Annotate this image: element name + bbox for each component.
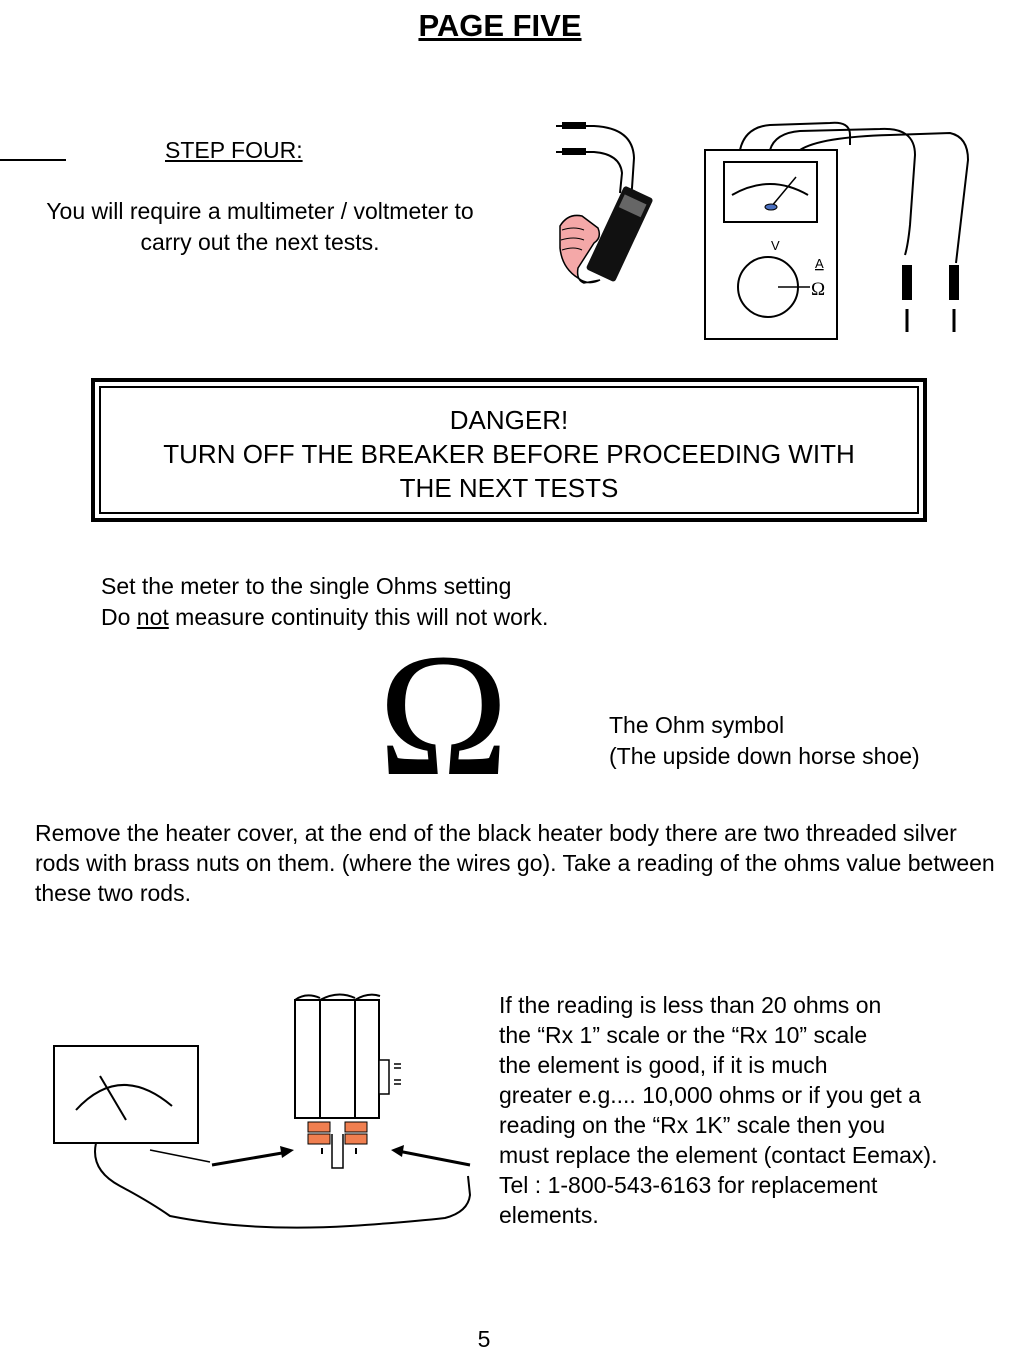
reading-line: the “Rx 1” scale or the “Rx 10” scale	[499, 1022, 868, 1048]
meter-label-a: A	[815, 256, 824, 271]
reading-line: If the reading is less than 20 ohms on	[499, 992, 882, 1018]
step-title: STEP FOUR:	[165, 137, 303, 163]
intro-line-2: carry out the next tests.	[140, 229, 380, 255]
reading-line: must replace the element (contact Eemax).	[499, 1142, 938, 1168]
danger-line-3: THE NEXT TESTS	[399, 473, 619, 503]
danger-warning-box	[91, 378, 927, 522]
reading-instructions	[499, 990, 999, 1230]
analog-multimeter-illustration	[700, 115, 1000, 345]
reading-line: Tel : 1-800-543-6163 for replacement	[499, 1172, 878, 1198]
step-intro	[0, 196, 520, 258]
meter-setting-line-1: Set the meter to the single Ohms setting	[101, 573, 512, 599]
danger-warning-inner	[99, 386, 919, 514]
meter-setting-prefix: Do	[101, 604, 137, 630]
reading-line: elements.	[499, 1202, 599, 1228]
danger-heading: DANGER!	[449, 405, 569, 435]
handheld-meter-illustration	[548, 118, 658, 288]
step-divider	[0, 159, 66, 161]
reading-line: greater e.g.... 10,000 ohms or if you get a	[499, 1082, 921, 1108]
heater-test-illustration	[50, 990, 500, 1240]
remove-cover-instructions: Remove the heater cover, at the end of the black heater body there are two threaded silver rods with brass nuts on them. (where the wires go). Take a reading of the ohms value between these two rods.	[35, 820, 995, 906]
meter-label-ohm: Ω	[811, 279, 826, 300]
ohm-caption-line-2: (The upside down horse shoe)	[609, 743, 920, 769]
meter-setting-suffix: measure continuity this will not work.	[168, 604, 549, 630]
reading-line: reading on the “Rx 1K” scale then you	[499, 1112, 886, 1138]
ohm-symbol-caption	[609, 710, 920, 772]
ohm-caption-line-1: The Ohm symbol	[609, 712, 785, 738]
reading-line: the element is good, if it is much	[499, 1052, 828, 1078]
ohm-symbol-large: Ω	[378, 618, 509, 813]
meter-setting-emphasis: not	[136, 604, 169, 630]
danger-line-2: TURN OFF THE BREAKER BEFORE PROCEEDING WITH	[163, 439, 855, 469]
page-number: 5	[477, 1326, 491, 1352]
page-title: PAGE FIVE	[418, 8, 582, 43]
intro-line-1: You will require a multimeter / voltmeter to	[46, 198, 474, 224]
meter-label-v: V	[771, 238, 780, 253]
